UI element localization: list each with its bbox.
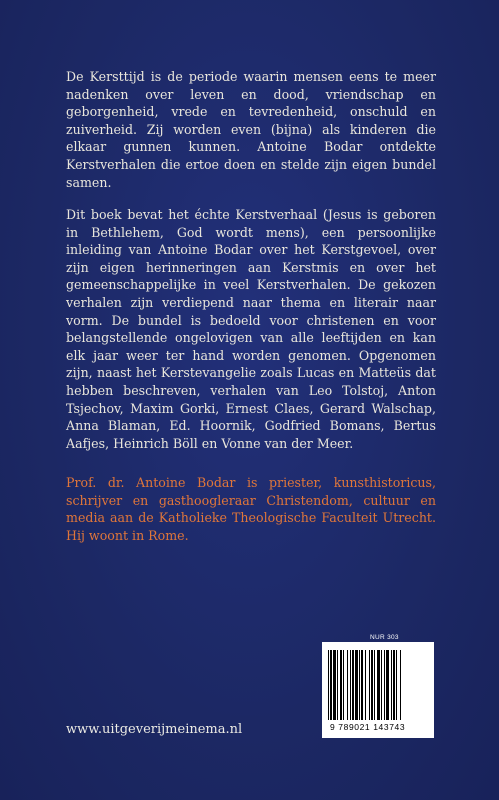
blurb-paragraph-2: Dit boek bevat het échte Kerstverhaal (Jesus is geboren in Bethlehem, God wordt mens), een persoonlijke inleiding van Antoine Bodar over het Kerstgevoel, over zijn eigen herinneringen aan Kerstmis en over het gemeenschappelijke in veel Kerstverhalen. De gekozen verhalen zijn verdiepend naar thema en literair naar vorm. De bundel is bedoeld voor christenen en voor belangstellende ongelovigen van alle leeftijden en kan elk jaar weer ter hand worden genomen. Opgenomen zijn, naast het Kerstevangelie zoals Lucas en Matteüs dat hebben beschreven, verhalen van Leo Tolstoj, Anton Tsjechov, Maxim Gorki, Ernest Claes, Gerard Walschap, Anna Blaman, Ed. Hoornik, Godfried Bomans, Bertus Aafjes, Heinrich Böll en Vonne van der Meer. [66,207,436,451]
blurb-paragraph-1: De Kersttijd is de periode waarin mensen eens te meer nadenken over leven en dood, vriendschap en geborgenheid, vrede en tevredenheid, onschuld en zuiverheid. Zij worden even (bijna) als kinderen die elkaar gunnen kunnen. Antoine Bodar ontdekte Kerstverhalen die ertoe doen en stelde zijn eigen bundel samen. [66,69,436,190]
isbn-barcode [322,642,434,738]
publisher-website: www.uitgeverijmeinema.nl [66,722,243,737]
barcode-icon [328,650,428,720]
author-bio: Prof. dr. Antoine Bodar is priester, kunsthistoricus, schrijver en gasthoogleraar Christendom, cultuur en media aan de Katholieke Theologische Faculteit Utrecht. Hij woont in Rome. [66,475,436,543]
isbn-digits: 9 789021 143743 [330,722,406,732]
nur-code: NUR 303 [370,634,399,641]
